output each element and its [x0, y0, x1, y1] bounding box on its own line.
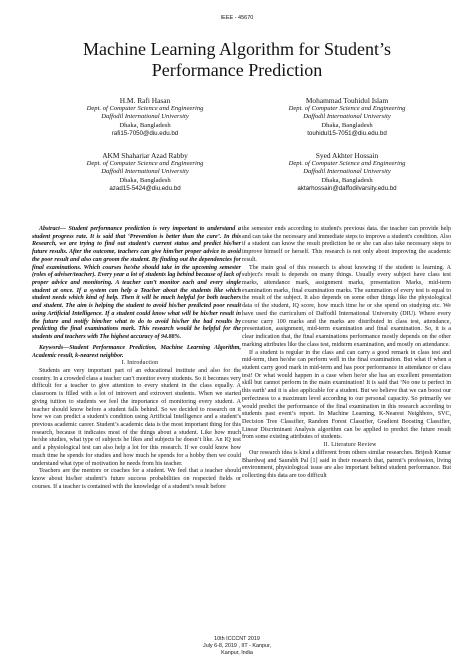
author-block-2 — [252, 97, 442, 138]
paper-title — [20, 39, 454, 81]
footer-dates-place: July 6-8, 2019 , IIT - Kanpur, — [203, 642, 271, 649]
author-block-4 — [252, 152, 442, 193]
keywords: Keywords—Student Performance Prediction, Machine Learning Algorithm, Academic result, k-nearest neighbor. — [32, 344, 241, 359]
body-paragraph-4: Our research idea is kind a different from others similar researches. Brijesh Kumar Bhardwaj and Saurabh Pal [1] said in their research that, parent’s profession, living environment, physiological issue are also important behind student performance. But collecting this data are too difficult — [242, 449, 451, 479]
author-dept: Dept. of Computer Science and Engineering — [86, 160, 204, 168]
section-heading-introduction: I. Introduction — [121, 360, 159, 367]
author-city: Dhaka, Bangladesh — [119, 121, 171, 129]
conference-footer — [0, 636, 474, 656]
author-block-1 — [50, 97, 240, 138]
right-column — [242, 226, 451, 481]
author-name: Syed Akhter Hossain — [315, 151, 379, 160]
title-line-1: Machine Learning Algorithm for Student’s — [83, 39, 391, 59]
footer-conference: 10th ICCCNT 2019 — [214, 636, 260, 642]
body-paragraph-2: The main goal of this research is about knowing if the student is learning. A subject's result is depends on many things. Usually every subject have class test marks, attendance mark, assignment marks, presentation Marks, mid-term examination marks, final examination marks. The summation of every test is equal to the result of the subject. It also depends on some other things like the physiological data of the student, IQ score, how much time he or she spend on studying etc. We have used the curriculum of Daffodil International University (DIU). Where every course carry 100 marks and the marks are distributed in class test, attendance, presentation, assignment, mid-term examination and final examination. So, it is a clear indication that, the final examinations performance mostly depends on the other marking attributes like the class test, midterm examination, and mostly on attendance. — [242, 264, 451, 348]
left-column — [32, 226, 241, 491]
footer-city: Kanpur, India — [221, 649, 253, 656]
author-block-3 — [50, 152, 240, 193]
author-name: AKM Shahariar Azad Rabby — [102, 151, 188, 160]
author-univ: Daffodil International University — [101, 168, 189, 176]
author-dept: Dept. of Computer Science and Engineering — [86, 105, 204, 113]
author-name: H.M. Rafi Hasan — [119, 96, 171, 105]
body-paragraph-1: the semester ends according to student's previous data. the teacher can provide help and can take the necessary and immediate steps to improve a student's condition. Also if a student can know the result prediction he or she can also take necessary steps to improve himself or herself. This research is not only about improving the academic result. — [242, 226, 451, 263]
author-city: Dhaka, Bangladesh — [321, 121, 373, 129]
abstract: Abstract— Student performance prediction is very important to understand a student progress rate. It is said that ‘Prevention is better than the cure’. In this Research, we are trying to find out student's current status and predict his/her future results. After the outcome, teachers can give him/her proper advice to avoid the poor result and also can groom the student. By finding out the dependencies for final examinations. Which courses he/she should take in the upcoming semester (roles of adviser/teacher). Every year a lot of students lag behind because of lack of proper advice and monitoring. A teacher can’t monitor each and every single student at once. If a system can help a Teacher about the students like which student needs which kind of help. Then it will be much helpful for both teachers and student. The aim is helping the student to avoid his/her predicted poor result using Artificial Intelligence. If a student could know what will be his/her result in the future and notify him/her what to do to avoid his/her the bad results by predicting the final examinations mark. This research would be helpful for the students and teachers with The highest accuracy of 94.88%. — [32, 226, 241, 341]
author-univ: Daffodil International University — [101, 113, 189, 121]
title-line-2: Performance Prediction — [151, 60, 323, 80]
author-univ: Daffodil International University — [303, 113, 391, 121]
author-email: azad15-5424@diu.edu.bd — [109, 184, 181, 192]
author-dept: Dept. of Computer Science and Engineering — [288, 105, 406, 113]
author-city: Dhaka, Bangladesh — [321, 176, 373, 184]
intro-paragraph-2: Teachers are the mentors or coaches for a student. We feel that a teacher should know about his/her student’s future success probabilities on respected fields or courses. If a teacher is contained with the knowledge of a student’s result before — [32, 468, 241, 490]
intro-paragraph-1: Students are very important part of an educational institute and also for the country. In a crowded class a teacher can’t monitor every students. So it becomes very difficult for a teacher to give attention to every student in the class equally. A classroom is filled with a lot of introvert and extrovert students. When we started giving tuition to students we feel the importance of monitoring every student. A teacher should know before a student falls behind. So we decided to research on it how we can predict a student's condition using Artificial Intelligence and a student’s previous academic career. Student’s academic data is the most important thing for this research, because it indicates most of the things about a student. Like how much he/she studies, what type of subjects he likes and subjects he doesn’t like. An IQ test and a physiological test can also help a lot for this research. If we could know how much time he spends for studies and how much he spends for a hobby then we could understand what type of motivation he needs from his teacher. — [32, 367, 241, 467]
author-univ: Daffodil International University — [303, 168, 391, 176]
author-email: touhidul15-7051@diu.edu.bd — [307, 129, 387, 137]
author-name: Mohammad Touhidul Islam — [305, 96, 389, 105]
author-city: Dhaka, Bangladesh — [119, 176, 171, 184]
author-dept: Dept. of Computer Science and Engineering — [288, 160, 406, 168]
ieee-number: IEEE - 45670 — [220, 15, 254, 21]
section-heading-literature-review: II. Literature Review — [323, 442, 377, 449]
author-email: rafi15-7050@diu.edu.bd — [111, 129, 179, 137]
author-email: aktarhossain@daffodilvarsity.edu.bd — [297, 184, 397, 192]
body-paragraph-3: If a student is regular in the class and can carry a good remark in class test and mid-term, then he/she can perform well in the final examination. But what if when a student carry good mark in mid-term and has poor performance in attendance or class test! Or what would happen in a case when he/or she has an excellent presentation skill but cannot perform in the main examination! It is said that ‘No one is perfect in this earth’ and it is also applicable for a student. But we believe that we can boost our perfectness to a maximum level according to our personal capacity. So primarily we would predict the performance of the final examination in this research according to students past event’s report. In Machine Learning, K-Nearest Neighbors, SVC, Decision Tree Classifier, Random Forest Classifier, Gradient Boosting Classifier, Linear Discriminant Analysis algorithm can be applied to predict the future result from some existing attributes of students. — [242, 349, 451, 441]
